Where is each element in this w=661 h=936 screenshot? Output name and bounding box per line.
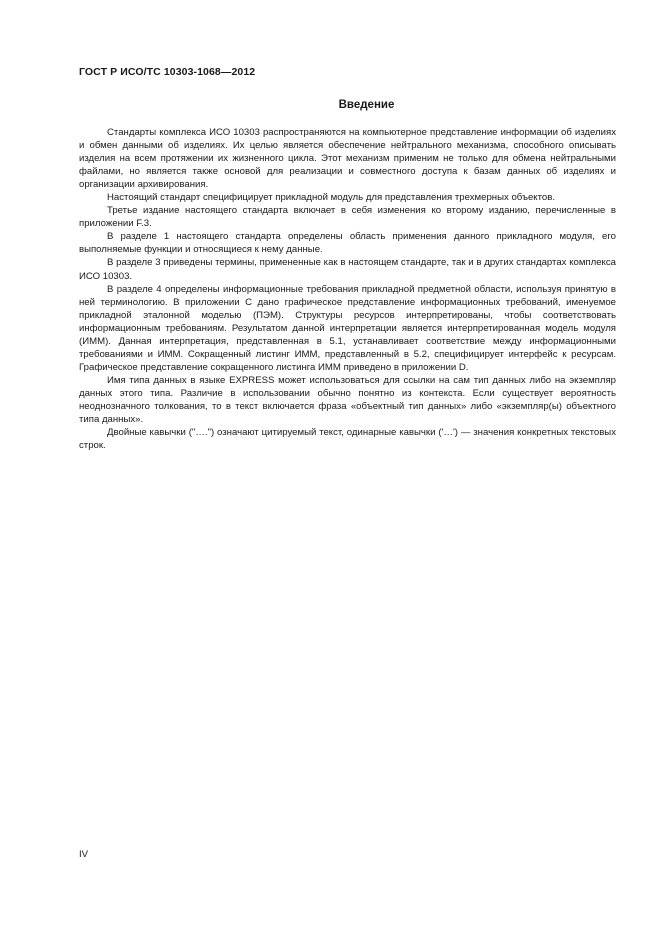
paragraph-quotation-marks: Двойные кавычки ("….") означают цитируемый текст, одинарные кавычки ('…') — значения конкретных текстовых строк.	[79, 427, 616, 452]
paragraph-section-3: В разделе 3 приведены термины, примененные как в настоящем стандарте, так и в других стандартах комплекса ИСО 10303.	[79, 257, 616, 282]
section-title: Введение	[338, 99, 395, 111]
paragraph-section-1: В разделе 1 настоящего стандарта определены область применения данного прикладного модуля, его выполняемые функции и относящиеся к нему данные.	[79, 231, 616, 256]
paragraph-iso-10303-scope: Стандарты комплекса ИСО 10303 распространяются на компьютерное представление информации об изделиях и обмен данными об изделиях. Их целью является обеспечение нейтрального механизма, способного описывать изделия на всем протяжении их жизненного цикла. Этот механизм применим не только для обмена нейтральными файлами, но является также основой для реализации и совместного доступа к базам данных об изделиях и организации архивирования.	[79, 127, 616, 191]
document-header-code: ГОСТ Р ИСО/ТС 10303-1068—2012	[79, 66, 256, 78]
paragraph-section-4: В разделе 4 определены информационные требования прикладной предметной области, используя принятую в ней терминологию. В приложении С дано графическое представление информационных требований, именуемое прикладной эталонной моделью (ПЭМ). Структуры ресурсов интерпретированы, чтобы соответствовать информационным требованиям. Результатом данной интерпретации является интерпретированная модель модуля (ИММ). Данная интерпретация, представленная в 5.1, устанавливает соответствие между информационными требованиями и ИММ. Сокращенный листинг ИММ, представленный в 5.2, специфицирует интерфейс к ресурсам. Графическое представление сокращенного листинга ИММ приведено в приложении D.	[79, 283, 616, 373]
paragraph-third-edition: Третье издание настоящего стандарта включает в себя изменения ко второму изданию, перечисленные в приложении F.3.	[79, 205, 616, 230]
introduction-body	[79, 126, 616, 452]
paragraph-express-data-types: Имя типа данных в языке EXPRESS может использоваться для ссылки на сам тип данных либо на экземпляр данных этого типа. Различие в использовании обычно понятно из контекста. Если существует вероятность неоднозначного толкования, то в текст включается фраза «объектный тип данных» либо «экземпляр(ы) объектного типа данных».	[79, 374, 616, 426]
page-number: IV	[79, 849, 89, 860]
paragraph-standard-specifies: Настоящий стандарт специфицирует прикладной модуль для представления трехмерных объектов.	[107, 192, 555, 204]
